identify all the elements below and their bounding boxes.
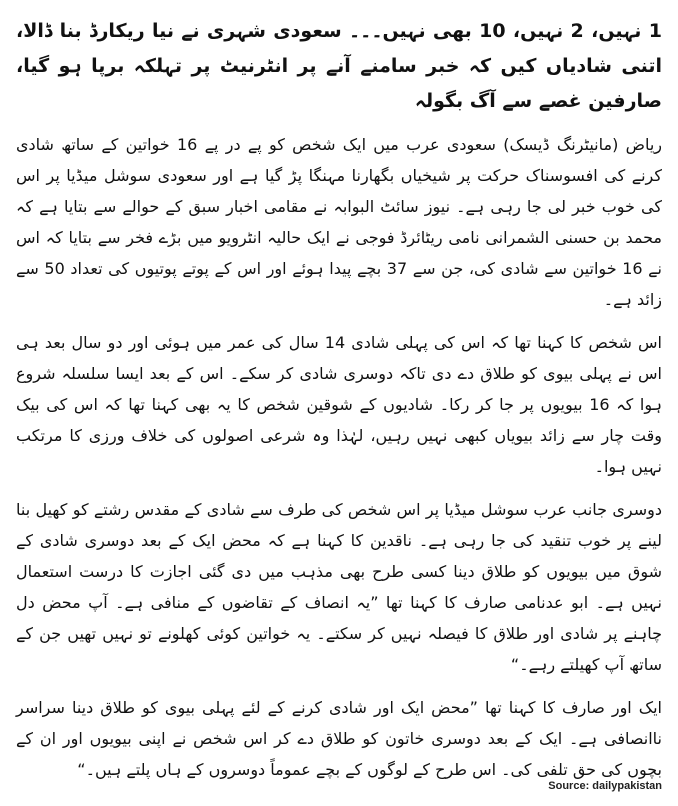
article-headline: 1 نہیں، 2 نہیں، 10 بھی نہیں۔۔۔ سعودی شہری نے نیا ریکارڈ بنا ڈالا، اتنی شادیاں کیں کہ خبر سامنے آنے پر انٹرنیٹ پر تہلکہ برپا ہو گیا، صارفین غصے سے آگ بگولہ <box>16 20 662 112</box>
article-paragraph-2: اس شخص کا کہنا تھا کہ اس کی پہلی شادی 14 سال کی عمر میں ہوئی اور دو سال بعد ہی اس نے پہلی بیوی کو طلاق دے دی تاکہ دوسری شادی کر سکے۔ اس کے بعد ایسا سلسلہ شروع ہوا کہ 16 بیویوں پر جا کر رکا۔ شادیوں کے شوقین شخص کا یہ بھی کہنا تھا کہ اس کی بیک وقت چار سے زائد بیویاں کبھی نہیں رہیں، لہٰذا وہ شرعی اصولوں کی خلاف ورزی کا مرتکب نہیں ہوا۔ <box>16 333 662 476</box>
article-paragraph-3: دوسری جانب عرب سوشل میڈیا پر اس شخص کی طرف سے شادی کے مقدس رشتے کو کھیل بنا لینے پر خوب تنقید کی جا رہی ہے۔ ناقدین کا کہنا ہے کہ محض ایک کے بعد دوسری شادی کے شوق میں بیویوں کو طلاق دینا کسی طرح بھی مذہب میں دی گئی اجازت کا درست استعمال نہیں ہے۔ ابو عدنامی صارف کا کہنا تھا ”یہ انصاف کے تقاضوں کے منافی ہے۔ آپ محض دل چاہنے پر شادی اور طلاق کا فیصلہ نہیں کر سکتے۔ یہ خواتین کوئی کھلونے تو نہیں تھیں جن کے ساتھ آپ کھیلتے رہے۔“ <box>16 500 662 674</box>
source-credit: Source: dailypakistan <box>548 780 662 792</box>
article-paragraph-1: ریاض (مانیٹرنگ ڈیسک) سعودی عرب میں ایک شخص کو پے در پے 16 خواتین کے ساتھ شادی کرنے کی افسوسناک حرکت پر شیخیاں بگھارنا مہنگا پڑ گیا ہے اور سعودی سوشل میڈیا پر اس کی خوب خبر لی جا رہی ہے۔ نیوز سائٹ البوابہ نے مقامی اخبار سبق کے حوالے سے بتایا ہے کہ محمد بن حسنی الشمرانی نامی ریٹائرڈ فوجی نے ایک حالیہ انٹرویو میں بڑے فخر سے بتایا کہ اس نے 16 خواتین سے شادی کی، جن سے 37 بچے پیدا ہوئے اور اس کے پوتے پوتیوں کی تعداد 50 سے زائد ہے۔ <box>16 135 663 309</box>
article-paragraph-4: ایک اور صارف کا کہنا تھا ”محض ایک اور شادی کرنے کے لئے پہلی بیوی کو طلاق دینا سراسر ناانصافی ہے۔ ایک کے بعد دوسری خاتون کو طلاق دے کر اس شخص نے اپنی بیویوں اور ان کے بچوں کی حق تلفی کی۔ اس طرح کے لوگوں کے بچے عموماً دوسروں کے ہاں پلتے ہیں۔“ <box>16 698 662 779</box>
